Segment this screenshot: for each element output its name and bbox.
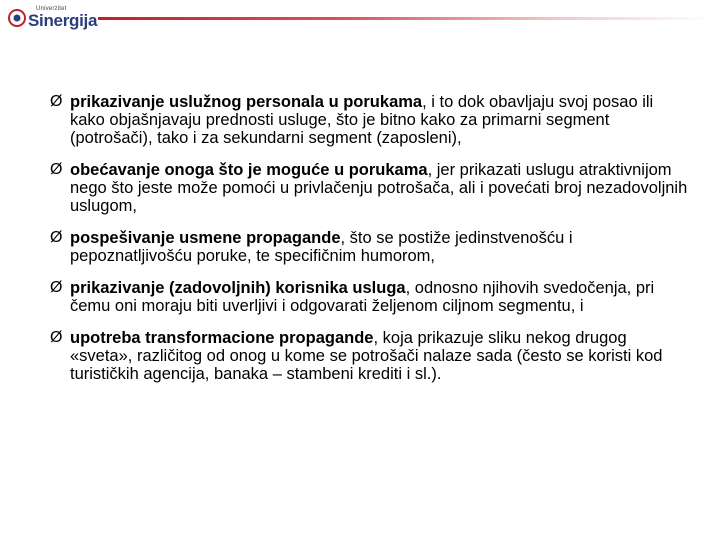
bullet-term: prikazivanje uslužnog personala u porukama xyxy=(70,93,423,111)
bullet-term: obećavanje onoga što je moguće u porukama xyxy=(70,161,428,179)
list-item xyxy=(50,279,690,315)
bullet-term: upotreba transformacione propagande xyxy=(70,329,374,347)
arrow-bullet-icon: Ø xyxy=(50,329,63,346)
arrow-bullet-icon: Ø xyxy=(50,279,63,296)
bullet-term: pospešivanje usmene propagande xyxy=(70,229,341,247)
bullet-term: prikazivanje (zadovoljnih) korisnika usluga xyxy=(70,279,406,297)
university-logo xyxy=(8,6,98,34)
slide-header xyxy=(0,0,720,40)
list-item xyxy=(50,229,690,265)
logo-emblem-icon xyxy=(8,9,26,27)
bullet-text: , koja prikazuje sliku nekog drugog «sveta», različitog od onog u kome se potrošači nalaze sada (često se koristi kod turističkih agencija, banaka – stambeni krediti i sl.). xyxy=(70,329,663,383)
logo-name: Sinergija xyxy=(28,11,98,30)
list-item xyxy=(50,161,690,215)
bullet-text: , što se postiže jedinstvenošću i pepoznatljivošću poruke, te specifičnim humorom, xyxy=(70,229,573,265)
bullet-list xyxy=(50,93,690,397)
arrow-bullet-icon: Ø xyxy=(50,229,63,246)
header-divider xyxy=(98,17,714,20)
arrow-bullet-icon: Ø xyxy=(50,161,63,178)
list-item xyxy=(50,329,690,383)
arrow-bullet-icon: Ø xyxy=(50,93,63,110)
logo-subtitle: Univerzitet xyxy=(36,6,67,12)
bullet-text: , jer prikazati uslugu atraktivnijom nego što jeste može pomoći u privlačenju potrošača, ali i povećati broj nezadovoljnih uslugom, xyxy=(70,161,688,215)
list-item xyxy=(50,93,690,147)
bullet-text: , i to dok obavljaju svoj posao ili kako objašnjavaju prednosti usluge, što je bitno kako za primarni segment (potrošači), tako i za sekundarni segment (zaposleni), xyxy=(70,93,654,147)
bullet-text: , odnosno njihovih svedočenja, pri čemu oni moraju biti uverljivi i odgovarati željenom ciljnom segmentu, i xyxy=(70,279,655,315)
